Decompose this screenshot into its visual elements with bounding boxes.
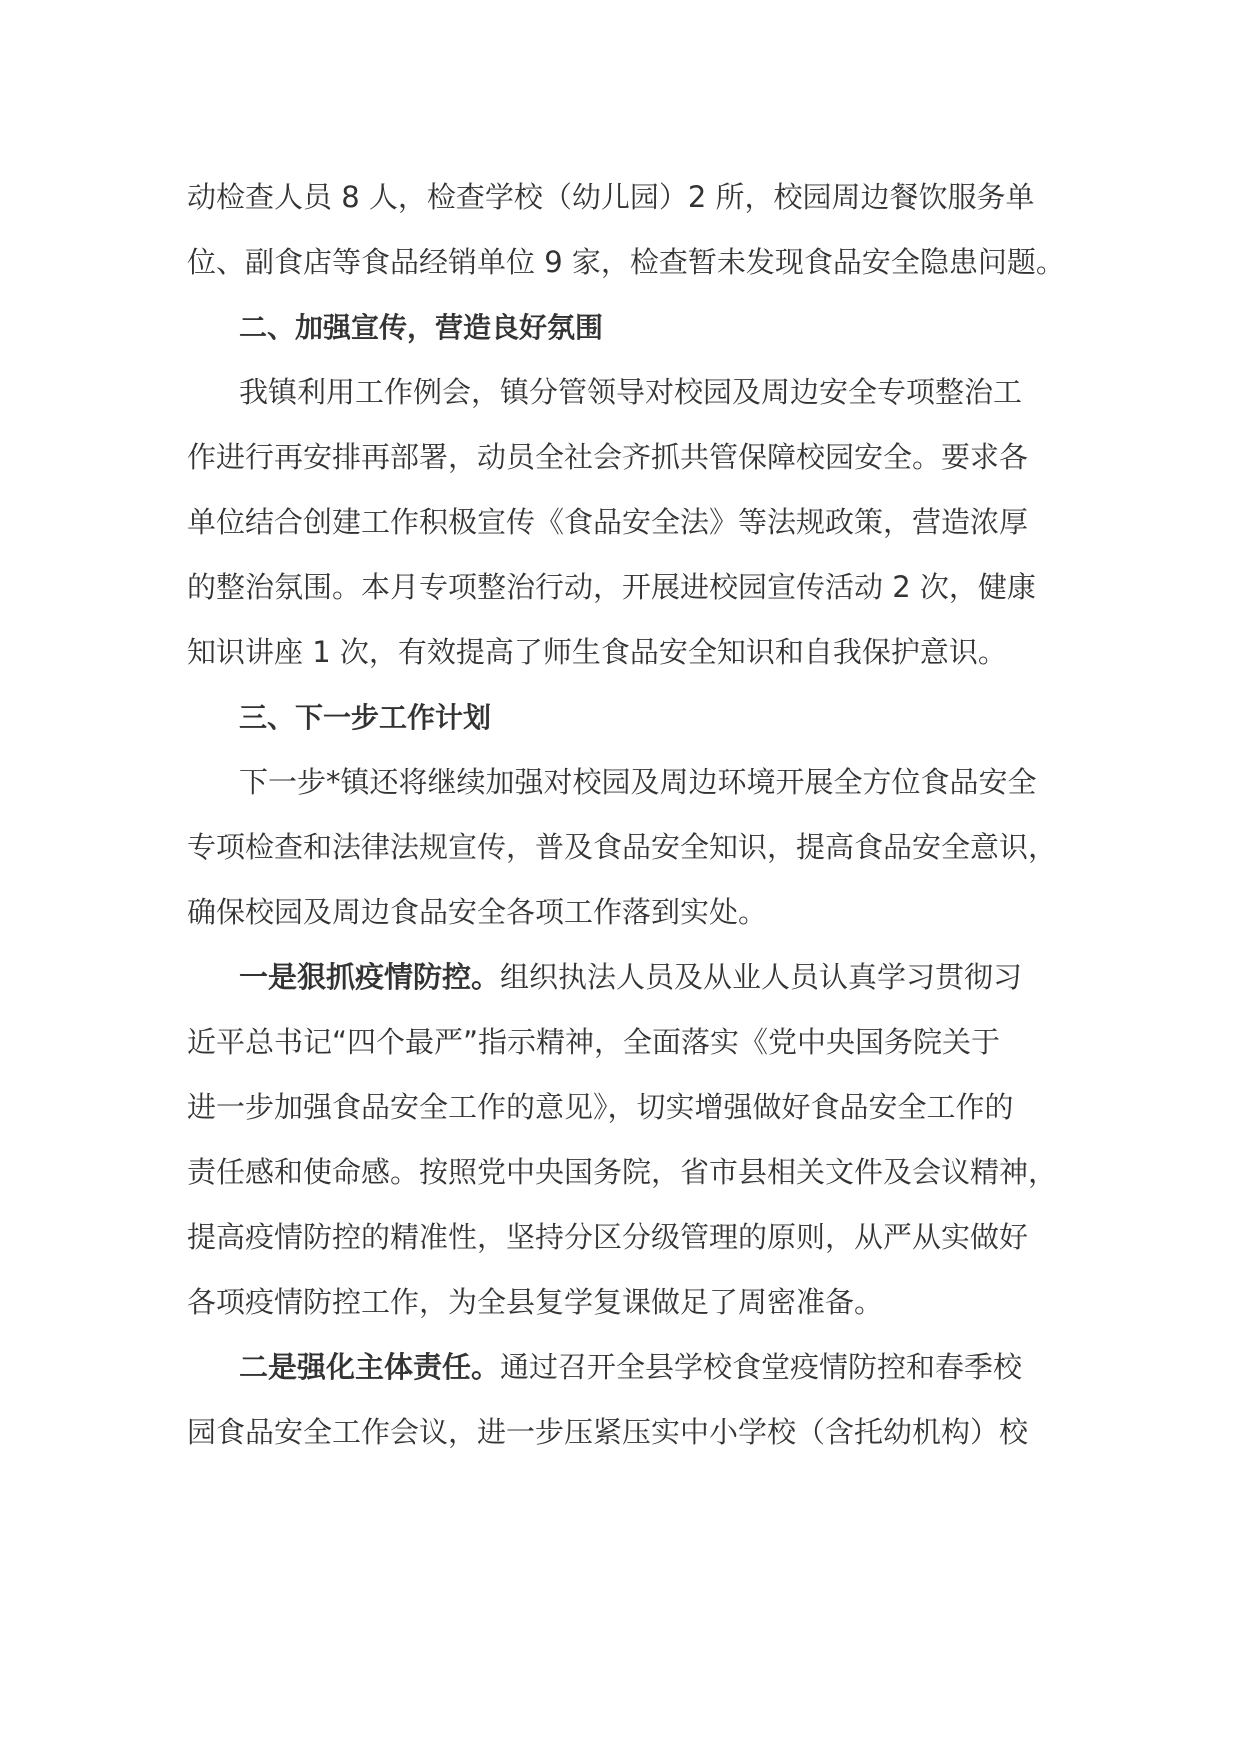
section-heading-2: 二、加强宣传，营造良好氛围	[239, 311, 604, 344]
paragraph-line: 单位结合创建工作积极宣传《食品安全法》等法规政策，营造浓厚	[187, 505, 1029, 539]
paragraph-line: 动检查人员 8 人，检查学校（幼儿园）2 所，校园周边餐饮服务单	[187, 180, 1035, 214]
paragraph-line: 园食品安全工作会议，进一步压紧压实中小学校（含托幼机构）校	[187, 1415, 1029, 1449]
paragraph-line: 近平总书记“四个最严”指示精神，全面落实《党中央国务院关于	[187, 1025, 1001, 1059]
paragraph-line: 的整治氛围。本月专项整治行动，开展进校园宣传活动 2 次，健康	[187, 570, 1036, 604]
paragraph-line: 专项检查和法律法规宣传，普及食品安全知识，提高食品安全意识，	[187, 830, 1058, 864]
paragraph-text: 通过召开全县学校食堂疫情防控和春季校	[500, 1350, 1023, 1384]
paragraph-line: 知识讲座 1 次，有效提高了师生食品安全知识和自我保护意识。	[187, 635, 1007, 669]
paragraph-line: 责任感和使命感。按照党中央国务院，省市县相关文件及会议精神，	[187, 1155, 1058, 1189]
paragraph-line: 作进行再安排再部署，动员全社会齐抓共管保障校园安全。要求各	[187, 440, 1029, 474]
paragraph-line: 我镇利用工作例会，镇分管领导对校园及周边安全专项整治工	[239, 375, 1023, 409]
paragraph-text: 组织执法人员及从业人员认真学习贯彻习	[500, 960, 1023, 994]
lead-phrase-1: 一是狠抓疫情防控。	[239, 960, 501, 994]
paragraph-line	[187, 945, 1067, 1010]
paragraph-line: 下一步*镇还将继续加强对校园及周边环境开展全方位食品安全	[239, 765, 1037, 799]
paragraph-line	[187, 1335, 1067, 1400]
paragraph-line: 提高疫情防控的精准性，坚持分区分级管理的原则，从严从实做好	[187, 1220, 1029, 1254]
paragraph-line: 进一步加强食品安全工作的意见》，切实增强做好食品安全工作的	[187, 1090, 1014, 1124]
paragraph-line: 确保校园及周边食品安全各项工作落到实处。	[187, 895, 768, 929]
section-heading-3: 三、下一步工作计划	[239, 701, 492, 734]
lead-phrase-2: 二是强化主体责任。	[239, 1350, 501, 1384]
paragraph-line: 各项疫情防控工作，为全县复学复课做足了周密准备。	[187, 1285, 884, 1319]
paragraph-line: 位、副食店等食品经销单位 9 家，检查暂未发现食品安全隐患问题。	[187, 245, 1065, 279]
document-body	[187, 165, 1067, 1465]
